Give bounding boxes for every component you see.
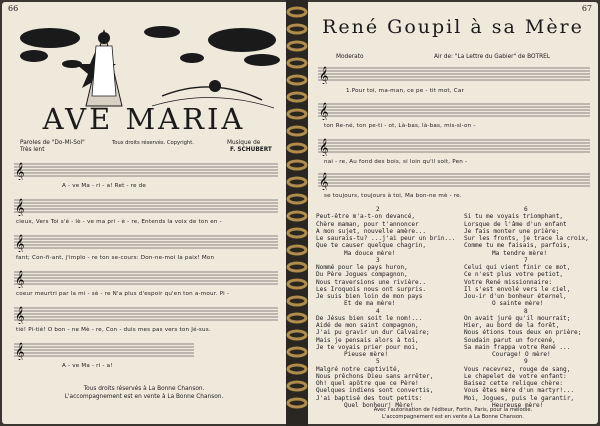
svg-text:𝄞: 𝄞 — [15, 162, 25, 180]
verse-line: Soudain parut un forcené, — [464, 336, 556, 344]
verse-refrain: Heureuse mère! — [492, 401, 544, 409]
verse-line: Nommé pour le pays huron, — [316, 264, 408, 271]
verse-line: Jou-ir d'un bonheur éternel, — [464, 293, 567, 300]
verse-line: Moi, Jogues, puis le garantir, — [464, 394, 575, 402]
right-footer-line: Avec l'autorisation de l'éditeur, Fortin, Paris, pour la mélodie. — [373, 407, 533, 413]
svg-text:𝄞: 𝄞 — [15, 306, 25, 324]
verse-line: Nous traversions une rivière.. — [316, 278, 427, 286]
music-credit-label: Musique de — [227, 140, 261, 146]
left-footer-line: Tous droits réservés à La Bonne Chanson. — [83, 386, 205, 392]
lyrics-line: fant; Con-fi-ant, j'implo - re ton se-cours: Don-ne-moi la paix! Mon — [16, 255, 215, 261]
left-footer-line: L'accompagnement est en vente à La Bonne Chanson. — [64, 394, 224, 400]
lyrics-credit: Paroles de "Do-Mi-Sol" — [20, 140, 85, 146]
verse-number: 3 — [376, 256, 380, 264]
song-title-rene-goupil: René Goupil à sa Mère — [322, 16, 584, 38]
lyrics-line: ton Re-né, ton pe-ti - ot, Là-bas, là-bas, mis-si-on - — [324, 123, 476, 129]
verse-number: 7 — [524, 256, 528, 264]
svg-text:𝄞: 𝄞 — [15, 270, 25, 288]
lyrics-line: A - ve Ma - ri - a! — [62, 363, 113, 369]
lyrics-line: coeur meurtri par la mi - sè - re N'a plus d'espoir qu'en ton a-mour. Pi - — [16, 291, 230, 297]
copyright-notice: Tous droits réservés. Copyright. — [112, 140, 194, 146]
verse-line: De Jésus bien soit le nom!... — [316, 314, 423, 322]
madonna-illustration — [12, 16, 280, 116]
verse-refrain: Ma tendre mère! — [492, 249, 548, 257]
music-staff — [14, 198, 278, 216]
verse-line: Le chapelet de votre enfant: — [464, 372, 567, 380]
verse-line: Il s'est envolé vers le ciel, — [464, 285, 571, 293]
verse-line: Vous recevrez, rouge de sang, — [464, 365, 571, 373]
verse-line: Peut-être m'a-t-on devancé, — [316, 213, 416, 221]
verse-line: Votre René missionnaire: — [464, 278, 553, 286]
verse-number: 6 — [524, 206, 528, 213]
verse-line: Si tu me voyais triomphant, — [464, 213, 564, 221]
left-page — [2, 2, 286, 424]
verse-line: Nous étions tous deux en prière; — [464, 329, 582, 337]
verse-line: Je te voyais prier pour moi, — [316, 343, 419, 351]
verse-line: Que te causer quelque chagrin, — [316, 242, 427, 250]
right-footer-line: L'accompagnement est en vente à La Bonne Chanson. — [382, 414, 524, 420]
verse-line: Sa main frappa votre René ... — [464, 343, 571, 351]
verse-line: Les Iroquois nous ont surpris. — [316, 285, 427, 293]
verse-refrain: Ma douce mère! — [344, 249, 396, 257]
music-staff — [14, 342, 194, 360]
music-staff — [318, 66, 590, 84]
verse-line: Ce n'est plus votre petiot, — [464, 271, 564, 279]
verse-line: Malgré notre captivité, — [316, 365, 401, 373]
music-staff — [318, 102, 590, 120]
verse-line: Hier, au bord de la forêt, — [464, 322, 560, 329]
verse-line: On avait juré qu'il mourrait; — [464, 314, 571, 322]
lyrics-line: 1.Pour toi, ma-man, ce pe - tit mot, Car — [346, 88, 464, 94]
svg-text:𝄞: 𝄞 — [319, 66, 329, 84]
air-credit: Air de: "La Lettre du Gabier" de BOTREL — [434, 54, 551, 60]
music-staff — [14, 306, 278, 324]
verse-line: Le saurais-tu? ...j'ai peur un brin... — [316, 235, 456, 242]
verse-refrain: Quel bonheur! Mère! — [344, 401, 414, 409]
verse-line: Baisez cette relique chère: — [464, 380, 564, 387]
verse-line: Aidé de mon saint compagnon, — [316, 322, 419, 329]
verse-line: A mon sujet, nouvelle amère... — [316, 227, 427, 235]
verse-refrain: Pieuse mère! — [344, 351, 389, 358]
verse-line: Je suis bien loin de mon pays — [316, 293, 423, 300]
verse-line: Quelques indiens sont convertis, — [316, 387, 434, 395]
svg-text:𝄞: 𝄞 — [319, 172, 329, 190]
song-title-ave-maria: AVE MARIA — [42, 102, 246, 136]
music-staff — [318, 138, 590, 156]
svg-text:𝄞: 𝄞 — [15, 234, 25, 252]
verse-number: 2 — [376, 206, 380, 213]
verse-line: Chère maman, pour t'annoncer — [316, 220, 419, 228]
verse-line: Lorsque de l'âme d'un enfant — [464, 220, 567, 228]
lyrics-line: A - ve Ma - ri - a! Ret - re de — [62, 183, 147, 189]
lyrics-line: cieux, Vers Toi s'é - lè - ve ma pri - è - re, Entends la voix de ton en - — [16, 219, 222, 225]
verse-number: 5 — [376, 358, 380, 366]
lyrics-line: nai - re, Au fond des bois, si loin qu'il soit, Pen - — [324, 159, 468, 165]
svg-text:𝄞: 𝄞 — [319, 138, 329, 156]
verse-number: 8 — [524, 307, 528, 315]
spiral-binding — [286, 0, 308, 426]
verse-line: Celui qui vient finir ce mot, — [464, 264, 571, 271]
verse-refrain: Et de ma mère! — [344, 300, 396, 308]
music-staff — [14, 234, 278, 252]
verse-line: Comme tu me faisais, parfois, — [464, 242, 571, 250]
verse-line: Nous prêchons Dieu sans arrêter, — [316, 372, 434, 380]
verse-number: 9 — [524, 358, 528, 366]
lyrics-line: se toujours, toujours à toi, Ma bon-ne mè - re. — [324, 193, 462, 199]
verse-refrain: O sainte mère! — [492, 300, 544, 308]
verse-line: Vous êtes mère d'un martyr!... — [464, 387, 575, 395]
verses-column-right — [464, 206, 589, 409]
verse-line: Mais je pensais alors à toi, — [316, 336, 419, 344]
right-page-number: 67 — [581, 4, 592, 13]
left-page-number: 66 — [8, 4, 19, 13]
music-staff — [318, 172, 590, 190]
verse-line: Oh! quel apôtre que ce Père! — [316, 380, 419, 387]
svg-text:𝄞: 𝄞 — [15, 198, 25, 216]
verse-line: Sur les fronts, je trace la croix, — [464, 235, 589, 242]
right-page — [308, 2, 598, 424]
tempo-marking: Très lent — [20, 147, 45, 153]
svg-text:𝄞: 𝄞 — [15, 342, 25, 360]
composer-name: F. SCHUBERT — [230, 147, 272, 153]
tempo-marking: Moderato — [336, 54, 364, 60]
music-staff — [14, 270, 278, 288]
verse-line: J'ai baptisé des tout petits: — [316, 394, 423, 402]
music-staff — [14, 162, 278, 180]
verse-number: 4 — [376, 307, 380, 315]
verse-refrain: Courage! O mère! — [492, 351, 551, 358]
svg-text:𝄞: 𝄞 — [319, 102, 329, 120]
verse-line: J'ai pu gravir un dur Calvaire; — [316, 329, 430, 337]
verse-line: Je fais monter une prière; — [464, 227, 560, 235]
verse-line: Du Père Jogues compagnon, — [316, 271, 408, 279]
lyrics-line: tié! Pi-tié! O bon - ne Mè - re, Con - duis mes pas vers ton Jé-sus. — [16, 327, 211, 333]
verses-column-left — [316, 206, 455, 409]
